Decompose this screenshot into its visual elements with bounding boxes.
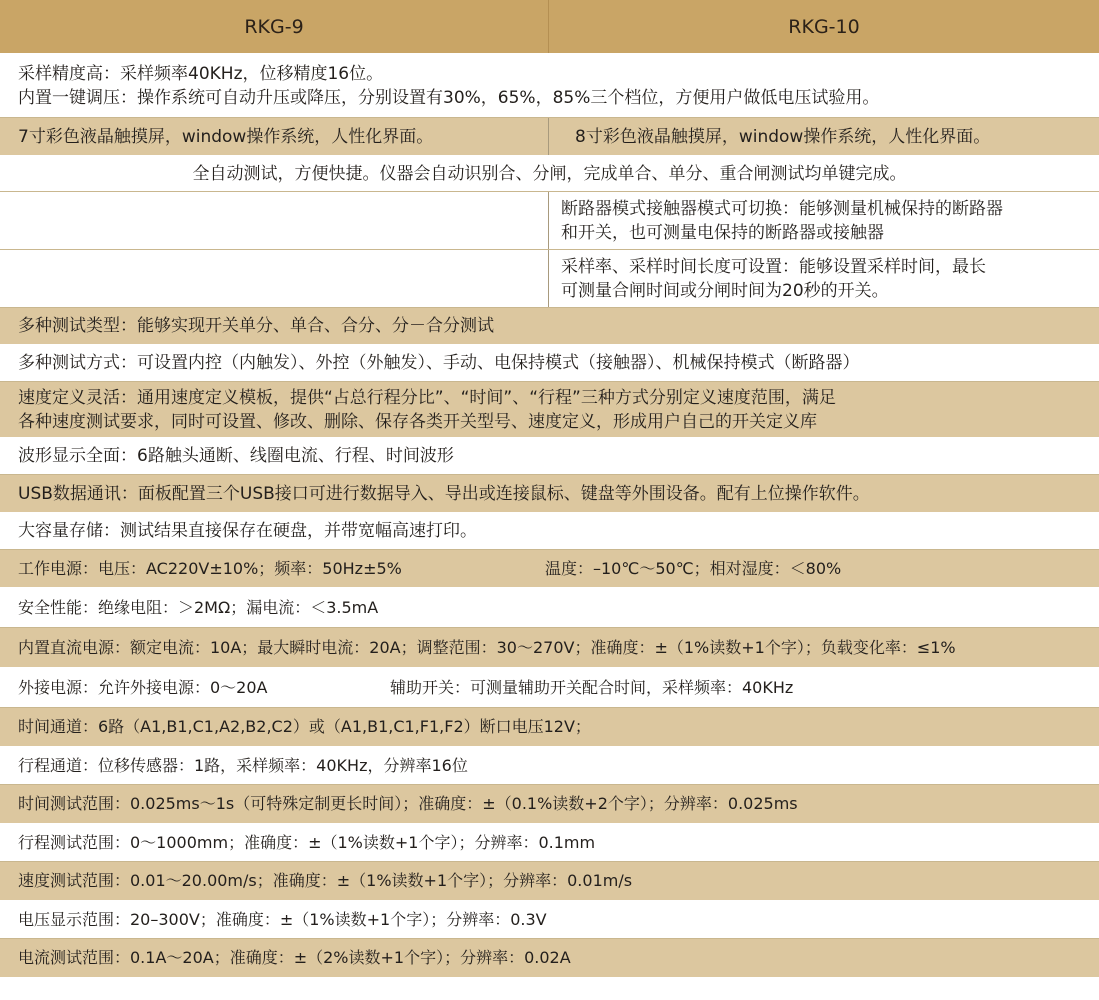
- table-row: [0, 939, 1099, 978]
- row-cell: 行程测试范围：0～1000mm；准确度：±（1%读数+1个字）；分辨率：0.1mm: [18, 832, 596, 852]
- row-cell: 速度测试范围：0.01～20.00m/s；准确度：±（1%读数+1个字）；分辨率：0.01m/s: [18, 871, 633, 890]
- table-row: [0, 901, 1099, 939]
- row-cell: 行程通道：位移传感器：1路，采样频率：40KHz，分辨率16位: [18, 755, 468, 775]
- table-row: [0, 628, 1099, 668]
- row-text: 采样精度高：采样频率40KHz，位移精度16位。: [18, 64, 384, 84]
- header-rkg9: RKG-9: [0, 0, 549, 53]
- row-text-right: 辅助开关：可测量辅助开关配合时间，采样频率：40KHz: [390, 677, 794, 697]
- row-cell: 全自动测试，方便快捷。仪器会自动识别合、分闸，完成单合、单分、重合闸测试均单键完成。: [192, 163, 907, 184]
- row-text: 内置一键调压：操作系统可自动升压或降压，分别设置有30%，65%，85%三个档位，方便用户做低电压试验用。: [18, 88, 880, 108]
- row-cell: 时间测试范围：0.025ms～1s（可特殊定制更长时间）；准确度：±（0.1%读数+2个字）；分辨率：0.025ms: [18, 794, 798, 813]
- row-cell: USB数据通讯：面板配置三个USB接口可进行数据导入、导出或连接鼠标、键盘等外围设备。配有上位操作软件。: [18, 483, 870, 504]
- table-row: [0, 438, 1099, 475]
- table-row: [0, 513, 1099, 550]
- table-row: [0, 550, 1099, 588]
- row-cell: 电压显示范围：20–300V；准确度：±（1%读数+1个字）；分辨率：0.3V: [18, 909, 547, 929]
- table-header: [0, 0, 1099, 54]
- table-row: [0, 708, 1099, 747]
- table-row: [0, 588, 1099, 628]
- table-row: [0, 192, 1099, 250]
- row-cell: 电流测试范围：0.1A～20A；准确度：±（2%读数+1个字）；分辨率：0.02A: [18, 948, 571, 967]
- row-cell: 多种测试方式：可设置内控（内触发）、外控（外触发）、手动、电保持模式（接触器）、机械保持模式（断路器）: [18, 353, 860, 373]
- table-row: [0, 55, 1099, 118]
- rkg10-cell: [549, 250, 1099, 307]
- rkg9-cell: 7寸彩色液晶触摸屏，window操作系统，人性化界面。: [0, 118, 549, 155]
- rkg10-cell: [549, 192, 1099, 249]
- table-row: [0, 862, 1099, 901]
- row-cell: 时间通道：6路（A1,B1,C1,A2,B2,C2）或（A1,B1,C1,F1,F2）断口电压12V；: [18, 717, 591, 736]
- row-cell: 安全性能：绝缘电阻：＞2MΩ；漏电流：＜3.5mA: [18, 597, 379, 617]
- row-text: 和开关，也可测量电保持的断路器或接触器: [561, 222, 884, 243]
- row-text: 断路器模式接触器模式可切换：能够测量机械保持的断路器: [561, 198, 1003, 219]
- row-text: 采样率、采样时间长度可设置：能够设置采样时间，最长: [561, 256, 986, 277]
- table-row: [0, 747, 1099, 785]
- table-row: [0, 785, 1099, 824]
- header-rkg10: RKG-10: [788, 15, 860, 38]
- table-row: [0, 824, 1099, 862]
- row-text: 速度定义灵活：通用速度定义模板，提供“占总行程分比”、“时间”、“行程”三种方式分别定义速度范围，满足: [18, 387, 836, 408]
- row-text: 各种速度测试要求，同时可设置、修改、删除、保存各类开关型号、速度定义，形成用户自己的开关定义库: [18, 411, 817, 432]
- row-cell: [0, 382, 1099, 437]
- rkg9-empty-cell: [0, 192, 549, 249]
- row-cell: 内置直流电源：额定电流：10A；最大瞬时电流：20A；调整范围：30～270V；准确度：±（1%读数+1个字）；负载变化率：≤1%: [18, 637, 956, 657]
- row-text-left: 工作电源：电压：AC220V±10%；频率：50Hz±5%: [18, 558, 402, 578]
- rkg9-empty-cell: [0, 250, 549, 307]
- row-cell: 大容量存储：测试结果直接保存在硬盘，并带宽幅高速打印。: [18, 521, 477, 541]
- table-row: [0, 668, 1099, 708]
- rkg10-cell: 8寸彩色液晶触摸屏，window操作系统，人性化界面。: [575, 126, 991, 147]
- table-row: [0, 475, 1099, 513]
- row-text-right: 温度：–10℃～50℃；相对湿度：＜80%: [545, 558, 842, 578]
- row-cell: 波形显示全面：6路触头通断、线圈电流、行程、时间波形: [18, 446, 454, 466]
- table-row: [0, 382, 1099, 438]
- row-text-left: 外接电源：允许外接电源：0～20A: [18, 677, 268, 697]
- row-text: 可测量合闸时间或分闸时间为20秒的开关。: [561, 280, 889, 301]
- table-row: [0, 308, 1099, 345]
- row-cell: [0, 550, 1099, 587]
- table-row: [0, 250, 1099, 308]
- row-cell: 多种测试类型：能够实现开关单分、单合、合分、分－合分测试: [18, 316, 494, 336]
- row-cell: [0, 668, 1099, 707]
- table-row: [0, 345, 1099, 382]
- row-cell: [0, 55, 1099, 117]
- table-row: [0, 118, 1099, 156]
- table-row: [0, 156, 1099, 192]
